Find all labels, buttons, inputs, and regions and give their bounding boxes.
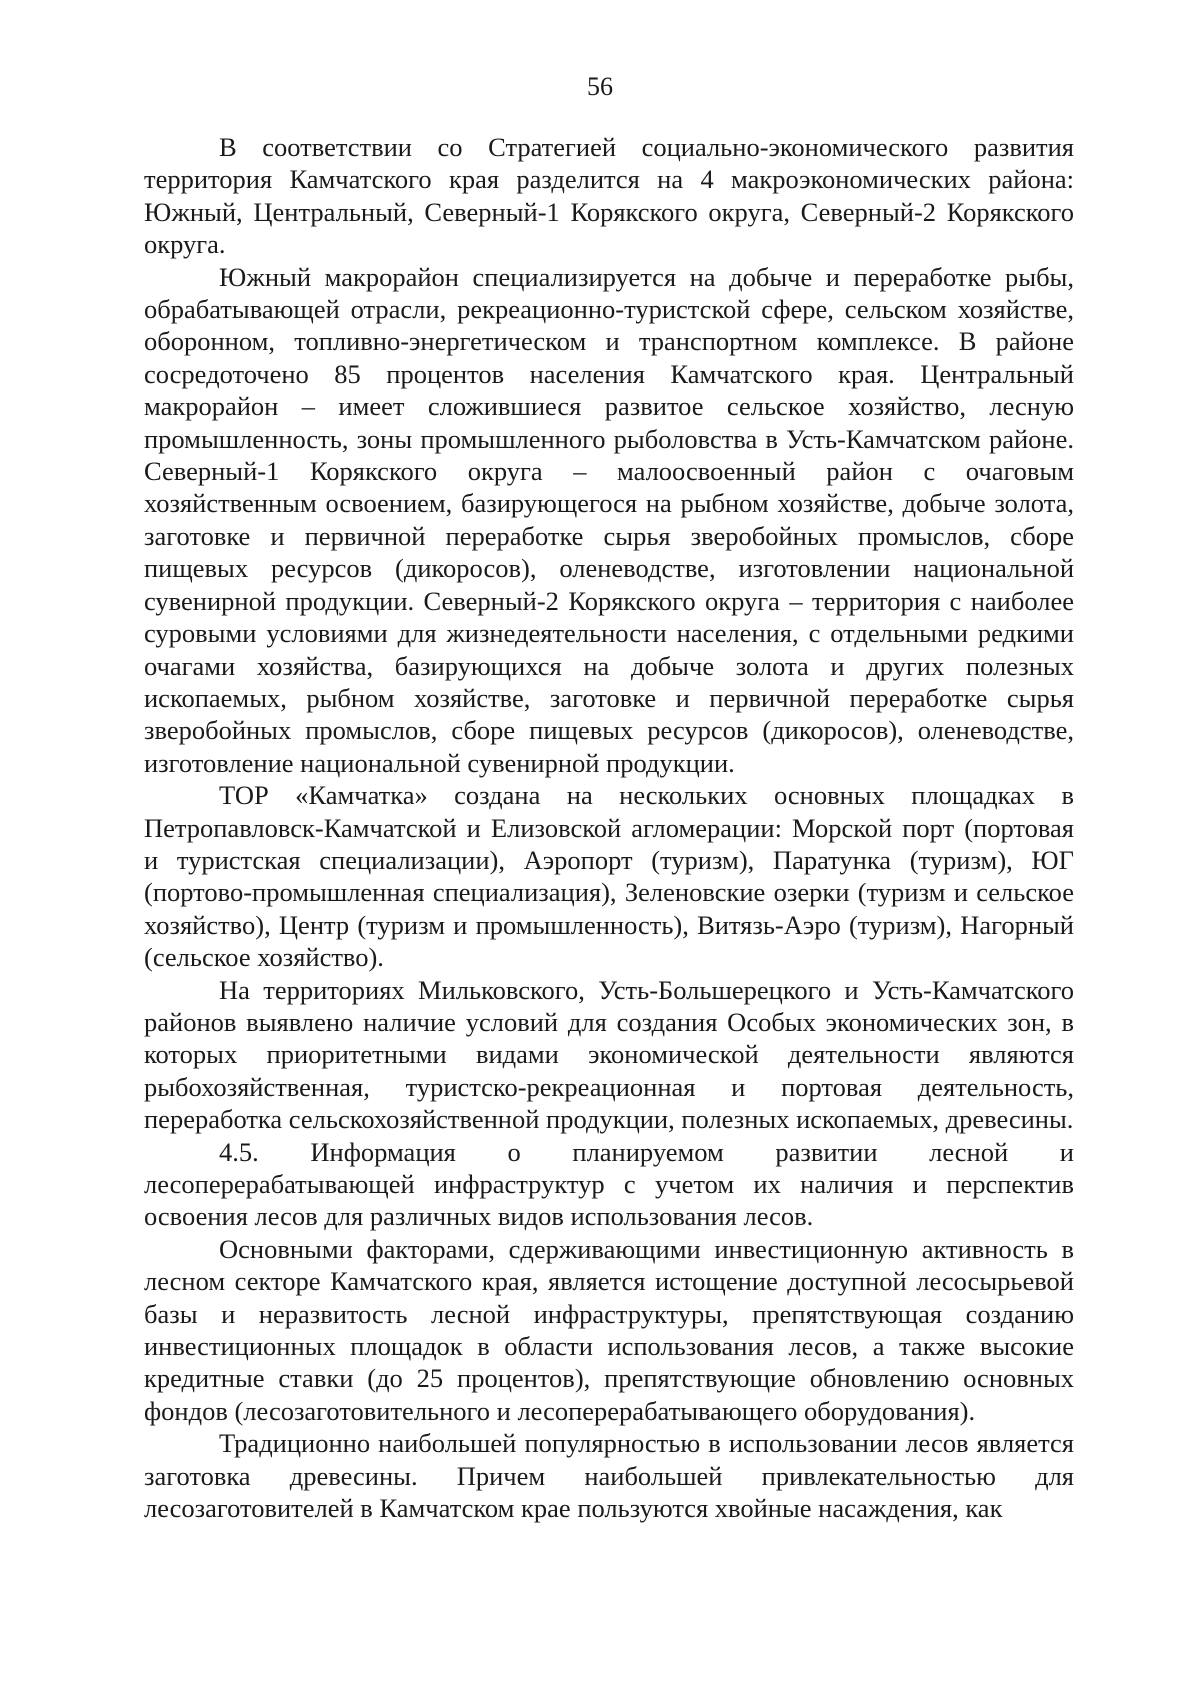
document-body	[144, 131, 1074, 1524]
paragraph-macro-regions: Южный макрорайон специализируется на добыче и переработке рыбы, обрабатывающей отрасли, рекреационно-туристской сфере, сельском хозяйстве, оборонном, топливно-энергетическом и транспортном комплексе. В районе сосредоточено 85 процентов населения Камчатского края. Центральный макрорайон – имеет сложившиеся развитое сельское хозяйство, лесную промышленность, зоны промышленного рыболовства в Усть-Камчатском районе. Северный-1 Корякского округа – малоосвоенный район с очаговым хозяйственным освоением, базирующегося на рыбном хозяйстве, добыче золота, заготовке и первичной переработке сырья зверобойных промыслов, сборе пищевых ресурсов (дикоросов), оленеводстве, изготовлении национальной сувенирной продукции. Северный-2 Корякского округа – территория с наиболее суровыми условиями для жизнедеятельности населения, с отдельными редкими очагами хозяйства, базирующихся на добыче золота и других полезных ископаемых, рыбном хозяйстве, заготовке и первичной переработке сырья зверобойных промыслов, сборе пищевых ресурсов (дикоросов), оленеводстве, изготовление национальной сувенирной продукции.	[144, 261, 1074, 778]
paragraph-strategy-districts: В соответствии со Стратегией социально-экономического развития территория Камчатского края разделится на 4 макроэкономических района: Южный, Центральный, Северный-1 Корякского округа, Северный-2 Корякского округа.	[144, 132, 1074, 260]
paragraph-timber-harvesting: Традиционно наибольшей популярностью в использовании лесов является заготовка древесины. Причем наибольшей привлекательностью для лесозаготовителей в Камчатском крае пользуются хвойные насаждения, как	[144, 1428, 1074, 1524]
paragraph-investment-factors: Основными факторами, сдерживающими инвестиционную активность в лесном секторе Камчатского края, является истощение доступной лесосырьевой базы и неразвитость лесной инфраструктуры, препятствующая созданию инвестиционных площадок в области использования лесов, а также высокие кредитные ставки (до 25 процентов), препятствующие обновлению основных фондов (лесозаготовительного и лесоперерабатывающего оборудования).	[144, 1233, 1074, 1426]
section-heading-4-5: 4.5. Информация о планируемом развитии лесной и лесоперерабатывающей инфраструктур с учетом их наличия и перспектив освоения лесов для различных видов использования лесов.	[144, 1136, 1074, 1232]
paragraph-special-economic-zones: На территориях Мильковского, Усть-Большерецкого и Усть-Камчатского районов выявлено наличие условий для создания Особых экономических зон, в которых приоритетными видами экономической деятельности являются рыбохозяйственная, туристско-рекреационная и портовая деятельность, переработка сельскохозяйственной продукции, полезных ископаемых, древесины.	[144, 974, 1074, 1135]
paragraph-tor-kamchatka: ТОР «Камчатка» создана на нескольких основных площадках в Петропавловск-Камчатской и Елизовской агломерации: Морской порт (портовая и туристская специализации), Аэропорт (туризм), Паратунка (туризм), ЮГ (портово-промышленная специализация), Зеленовские озерки (туризм и сельское хозяйство), Центр (туризм и промышленность), Витязь-Аэро (туризм), Нагорный (сельское хозяйство).	[144, 780, 1074, 973]
page-number: 56	[587, 72, 613, 101]
